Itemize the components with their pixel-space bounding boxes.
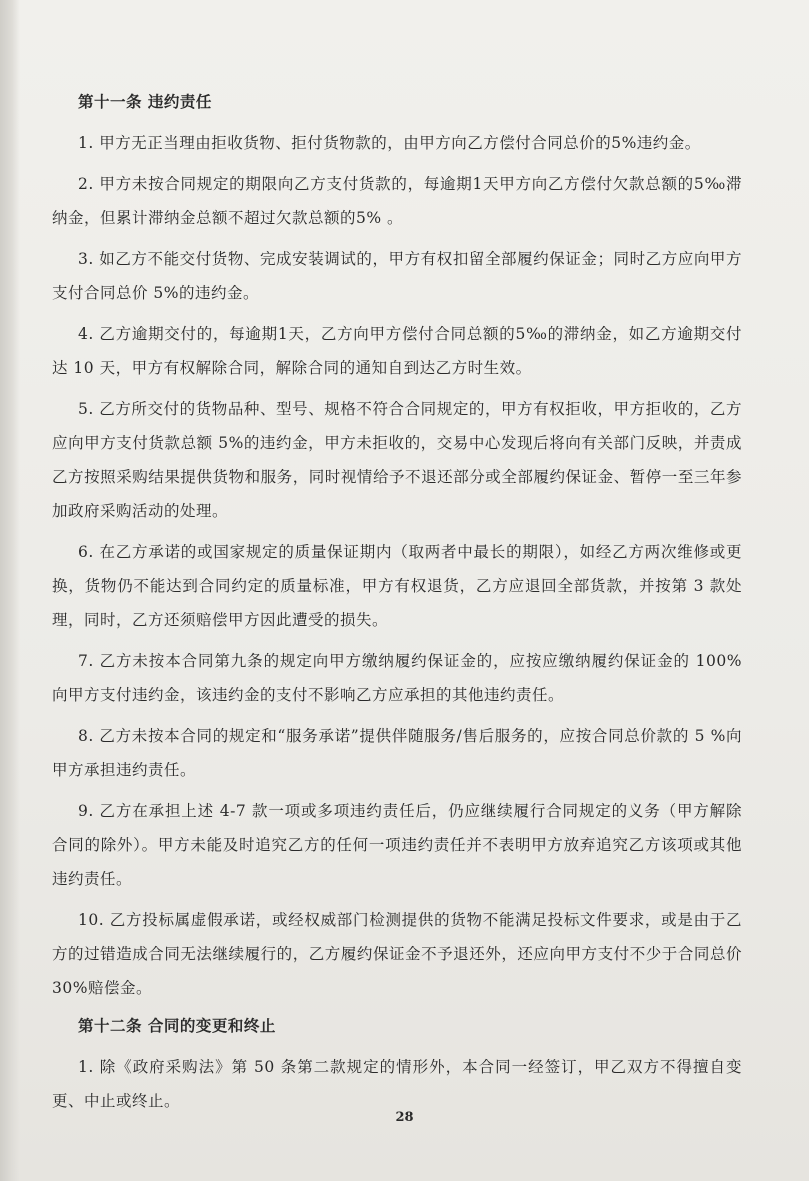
clause-11-9: 9. 乙方在承担上述 4-7 款一项或多项违约责任后，仍应继续履行合同规定的义务（甲方解除合同的除外）。甲方未能及时追究乙方的任何一项违约责任并不表明甲方放弃追究乙方该项或其他违约责任。: [52, 802, 742, 888]
clause-11-5: 5. 乙方所交付的货物品种、型号、规格不符合合同规定的，甲方有权拒收，甲方拒收的，乙方应向甲方支付货款总额 5%的违约金，甲方未拒收的，交易中心发现后将向有关部门反映，并责成乙方按照采购结果提供货物和服务，同时视情给予不退还部分或全部履约保证金、暂停一至三年参加政府采购活动的处理。: [52, 400, 742, 520]
clause-11-2: 2. 甲方未按合同规定的期限向乙方支付货款的，每逾期1天甲方向乙方偿付欠款总额的5‰滞纳金，但累计滞纳金总额不超过欠款总额的5% 。: [52, 175, 742, 227]
clause-12-1: 1. 除《政府采购法》第 50 条第二款规定的情形外，本合同一经签订，甲乙双方不得擅自变更、中止或终止。: [52, 1058, 742, 1110]
section-heading-12: 第十二条 合同的变更和终止: [78, 1016, 276, 1035]
clause-11-1: 1. 甲方无正当理由拒收货物、拒付货物款的，由甲方向乙方偿付合同总价的5%违约金。: [78, 134, 701, 152]
clause-11-8: 8. 乙方未按本合同的规定和“服务承诺”提供伴随服务/售后服务的，应按合同总价款的 5 %向甲方承担违约责任。: [52, 727, 742, 779]
page-content: [52, 88, 742, 1125]
clause-11-7: 7. 乙方未按本合同第九条的规定向甲方缴纳履约保证金的，应按应缴纳履约保证金的 100%向甲方支付违约金，该违约金的支付不影响乙方应承担的其他违约责任。: [52, 652, 742, 704]
clause-11-6: 6. 在乙方承诺的或国家规定的质量保证期内（取两者中最长的期限），如经乙方两次维修或更换，货物仍不能达到合同约定的质量标准，甲方有权退货，乙方应退回全部货款，并按第 3 款处理，同时，乙方还须赔偿甲方因此遭受的损失。: [52, 543, 742, 629]
clause-11-4: 4. 乙方逾期交付的，每逾期1天，乙方向甲方偿付合同总额的5‰的滞纳金，如乙方逾期交付达 10 天，甲方有权解除合同，解除合同的通知自到达乙方时生效。: [52, 325, 742, 377]
clause-11-10: 10. 乙方投标属虚假承诺，或经权威部门检测提供的货物不能满足投标文件要求，或是由于乙方的过错造成合同无法继续履行的，乙方履约保证金不予退还外，还应向甲方支付不少于合同总价 30%赔偿金。: [52, 911, 742, 997]
clause-11-3: 3. 如乙方不能交付货物、完成安装调试的，甲方有权扣留全部履约保证金；同时乙方应向甲方支付合同总价 5%的违约金。: [52, 250, 742, 302]
section-heading-11: 第十一条 违约责任: [78, 92, 212, 111]
binding-shadow: [0, 0, 20, 1181]
page-number: 28: [395, 1110, 414, 1125]
